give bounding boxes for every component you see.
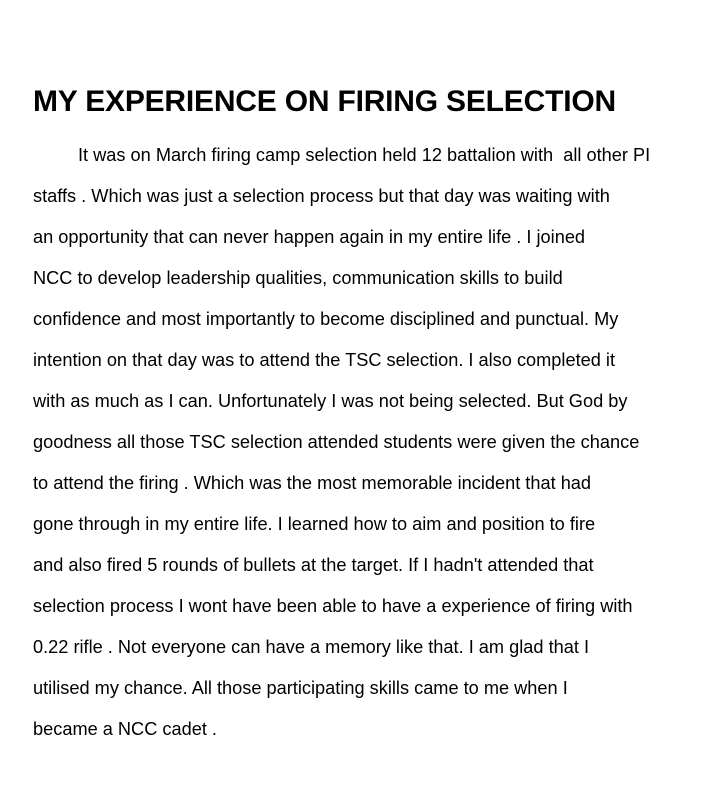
paragraph-line: intention on that day was to attend the TSC selection. I also completed it bbox=[33, 350, 616, 370]
paragraph-line: became a NCC cadet . bbox=[33, 719, 217, 739]
paragraph-line: goodness all those TSC selection attended students were given the chance bbox=[33, 432, 640, 452]
paragraph-line: confidence and most importantly to become disciplined and punctual. My bbox=[33, 309, 619, 329]
paragraph-line: an opportunity that can never happen again in my entire life . I joined bbox=[33, 227, 586, 247]
document-title: MY EXPERIENCE ON FIRING SELECTION bbox=[33, 85, 616, 118]
paragraph-line: gone through in my entire life. I learned how to aim and position to fire bbox=[33, 514, 596, 534]
paragraph-line: NCC to develop leadership qualities, communication skills to build bbox=[33, 268, 563, 288]
paragraph-line: staffs . Which was just a selection process but that day was waiting with bbox=[33, 186, 610, 206]
paragraph-line: and also fired 5 rounds of bullets at the target. If I hadn't attended that bbox=[33, 555, 594, 575]
paragraph-line: with as much as I can. Unfortunately I was not being selected. But God by bbox=[33, 391, 628, 411]
paragraph-line: to attend the firing . Which was the most memorable incident that had bbox=[33, 473, 592, 493]
paragraph-line: It was on March firing camp selection held 12 battalion with all other PI bbox=[78, 145, 651, 165]
paragraph-line: utilised my chance. All those participating skills came to me when I bbox=[33, 678, 568, 698]
paragraph-line: selection process I wont have been able to have a experience of firing with bbox=[33, 596, 633, 616]
document-body bbox=[33, 141, 720, 756]
paragraph-line: 0.22 rifle . Not everyone can have a memory like that. I am glad that I bbox=[33, 637, 590, 657]
